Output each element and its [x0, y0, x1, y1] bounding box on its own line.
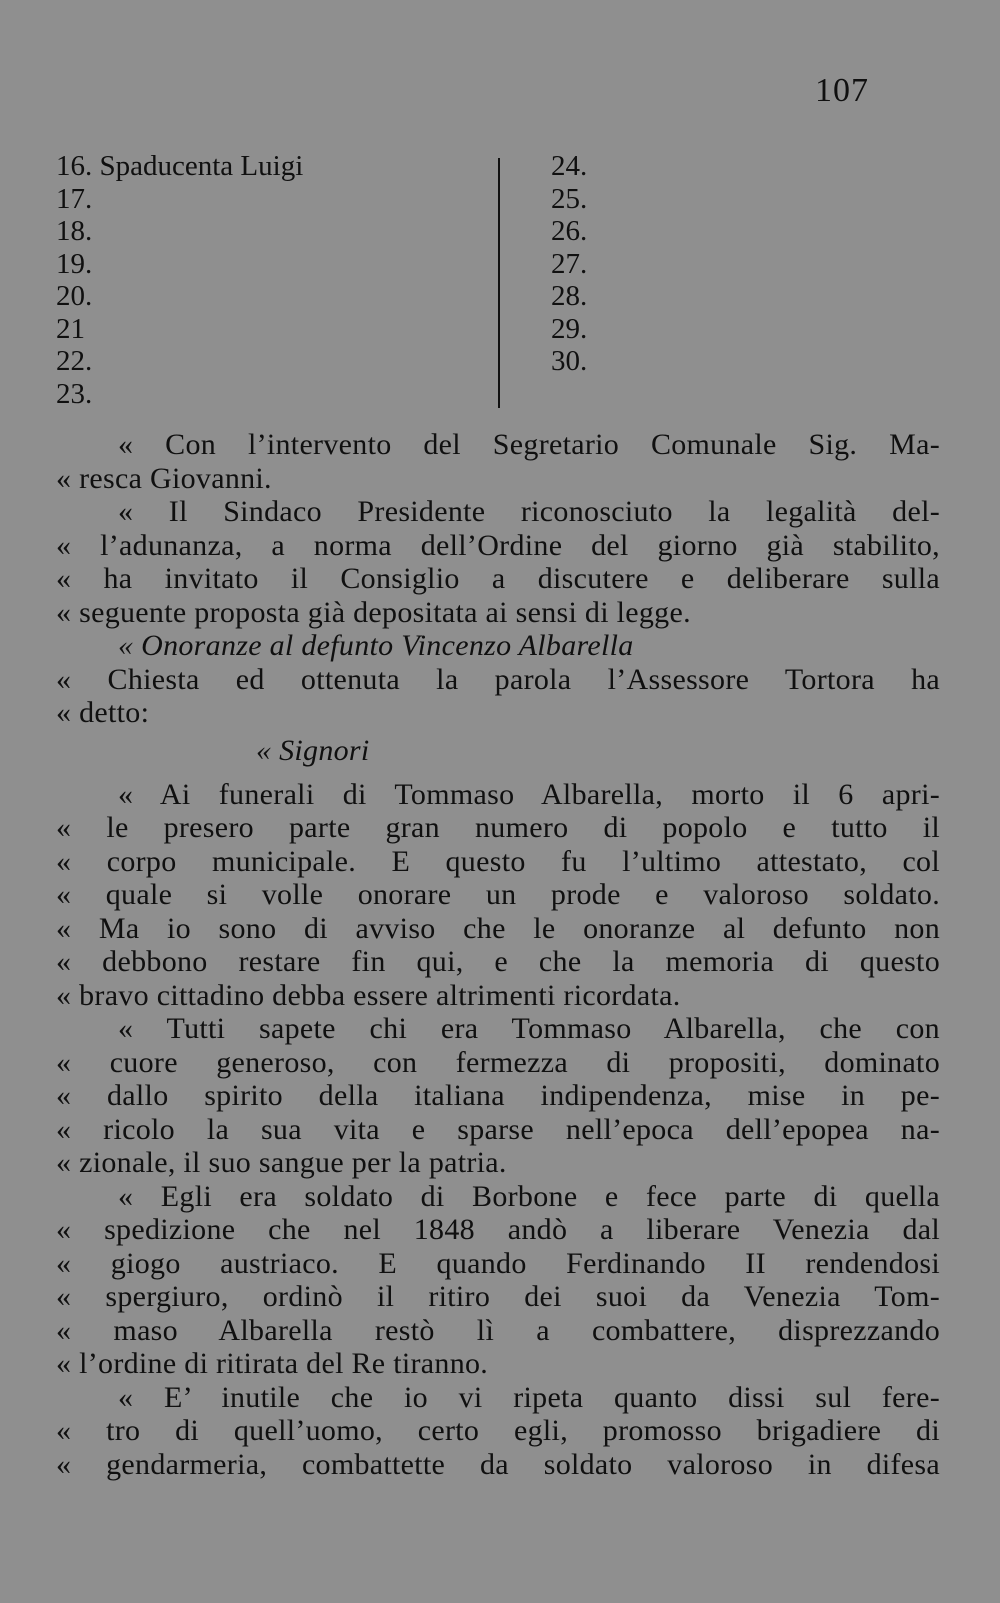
member-entry: 23. [56, 377, 93, 410]
text-line: « Con l’intervento del Segretario Comunale Sig. Ma- [118, 428, 940, 461]
text-line: « detto: [56, 696, 150, 729]
member-entry: 17. [56, 182, 93, 215]
text-line: « cuore generoso, con fermezza di propositi, dominato [56, 1045, 940, 1079]
member-list-right [551, 150, 671, 378]
text-line: « l’ordine di ritirata del Re tiranno. [56, 1347, 489, 1380]
text-line: « debbono restare fin qui, e che la memoria di questo [56, 945, 940, 978]
member-entry: 21 [56, 312, 85, 345]
member-entry: 20. [56, 280, 93, 312]
text-line: « spergiuro, ordinò il ritiro dei suoi da Venezia Tom- [56, 1280, 940, 1313]
text-line: « ricolo la sua vita e sparse nell’epoca dell’epopea na- [56, 1112, 940, 1146]
text-line: « gendarmeria, combattette da soldato valoroso in difesa [56, 1447, 940, 1481]
text-line: « Il Sindaco Presidente riconosciuto la legalità del- [118, 495, 940, 528]
text-line: « zionale, il suo sangue per la patria. [56, 1146, 507, 1179]
speech-salutation: « Signori [256, 733, 370, 767]
text-line: « bravo cittadino debba essere altrimenti ricordata. [56, 978, 681, 1012]
member-entry: 26. [551, 215, 588, 247]
member-entry: 18. [56, 215, 93, 247]
text-line: « spedizione che nel 1848 andò a liberare Venezia dal [56, 1213, 940, 1246]
text-line: « quale si volle onorare un prode e valoroso soldato. [56, 878, 940, 911]
section-heading: « Onoranze al defunto Vincenzo Albarella [118, 629, 634, 662]
text-line: « E’ inutile che io vi ripeta quanto dissi sul fere- [118, 1380, 940, 1414]
text-line: « dallo spirito della italiana indipendenza, mise in pe- [56, 1079, 940, 1112]
member-entry: 24. [551, 150, 588, 182]
member-entry: 16. Spaducenta Luigi [56, 150, 304, 182]
text-line: « Ai funerali di Tommaso Albarella, morto il 6 apri- [118, 777, 940, 811]
council-member-list [56, 150, 676, 410]
member-entry: 19. [56, 247, 93, 280]
member-entry: 29. [551, 312, 588, 345]
text-line: « Tutti sapete chi era Tommaso Albarella, che con [118, 1012, 940, 1045]
text-line: « ha invitato il Consiglio a discutere e deliberare sulla [56, 562, 940, 595]
member-entry: 30. [551, 345, 588, 377]
text-line: « giogo austriaco. E quando Ferdinando II rendendosi [56, 1246, 940, 1280]
column-divider [498, 158, 500, 408]
minutes-body [56, 428, 940, 1481]
text-line: « le presero parte gran numero di popolo e tutto il [56, 811, 940, 844]
text-line: « Ma io sono di avviso che le onoranze al defunto non [56, 911, 940, 945]
text-line: « tro di quell’uomo, certo egli, promosso brigadiere di [56, 1414, 940, 1447]
page-number: 107 [815, 72, 869, 109]
text-line: « l’adunanza, a norma dell’Ordine del giorno già stabilito, [56, 528, 940, 562]
text-line: « corpo municipale. E questo fu l’ultimo attestato, col [56, 844, 940, 878]
member-entry: 25. [551, 182, 588, 215]
member-entry: 27. [551, 247, 588, 280]
text-line: « maso Albarella restò lì a combattere, disprezzando [56, 1313, 940, 1347]
member-entry: 28. [551, 280, 588, 312]
text-line: « seguente proposta già depositata ai sensi di legge. [56, 595, 691, 629]
member-entry: 22. [56, 345, 93, 377]
member-list-left [56, 150, 476, 410]
text-line: « resca Giovanni. [56, 461, 272, 495]
text-line: « Chiesta ed ottenuta la parola l’Assessore Tortora ha [56, 662, 940, 696]
text-line: « Egli era soldato di Borbone e fece parte di quella [118, 1179, 940, 1213]
